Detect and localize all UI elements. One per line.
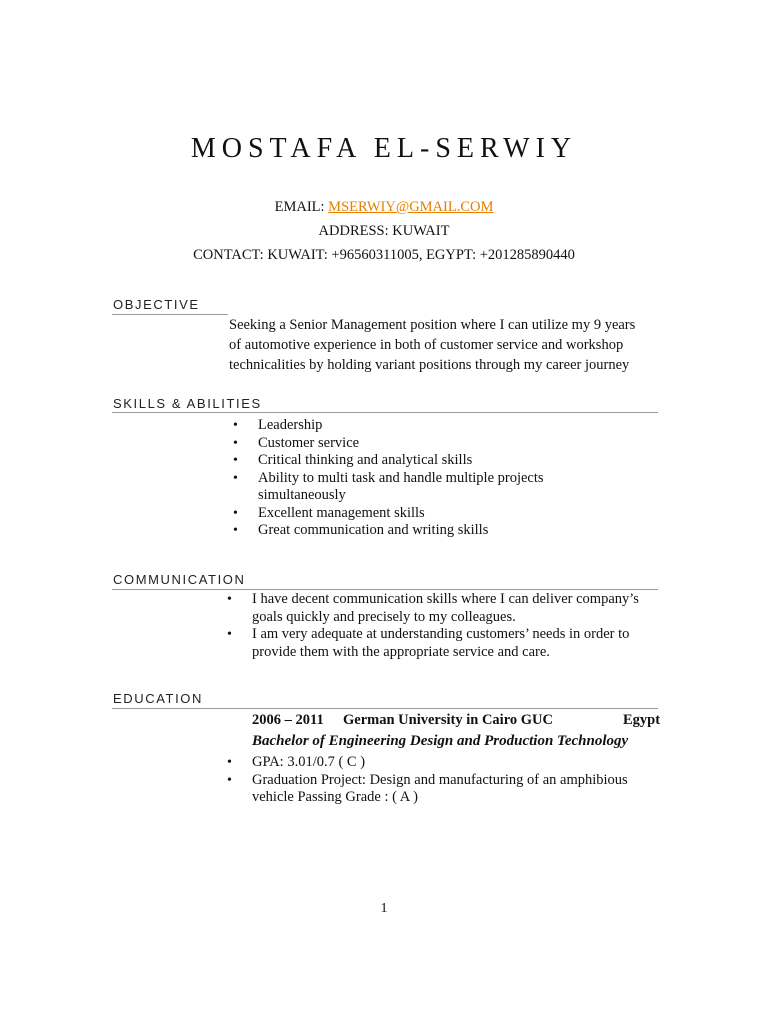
objective-heading: OBJECTIVE [113, 297, 200, 312]
education-years: 2006 – 2011 [252, 712, 324, 728]
bullet-icon: • [233, 505, 238, 521]
education-degree: Bachelor of Engineering Design and Production Technology [252, 733, 629, 749]
list-item: • I have decent communication skills where I can deliver company’s goals quickly and precisely to my colleagues. [227, 591, 639, 625]
communication-rule [112, 589, 658, 590]
education-rule [112, 708, 658, 709]
skills-list [229, 417, 569, 540]
bullet-icon: • [233, 435, 238, 451]
objective-line: of automotive experience in both of customer service and workshop [229, 337, 624, 353]
education-list [223, 754, 663, 807]
list-item: • GPA: 3.01/0.7 ( C ) [227, 754, 366, 770]
education-heading: EDUCATION [113, 691, 203, 706]
objective-line: technicalities by holding variant positions through my career journey [229, 357, 630, 373]
list-item: • Critical thinking and analytical skills [233, 452, 473, 468]
email-line [0, 199, 768, 216]
communication-list [223, 591, 663, 661]
bullet-icon: • [227, 627, 232, 642]
address-line: ADDRESS: KUWAIT [318, 223, 450, 239]
bullet-icon: • [233, 418, 238, 433]
list-item: • I am very adequate at understanding customers’ needs in order to provide them with the appropriate service and care. [227, 626, 630, 660]
skills-rule [112, 412, 658, 413]
list-item: • Excellent management skills [233, 504, 425, 521]
bullet-icon: • [233, 470, 238, 486]
bullet-icon: • [227, 592, 232, 607]
email-label: EMAIL: [274, 199, 329, 215]
email-link[interactable]: MSERWIY@GMAIL.COM [328, 199, 494, 215]
bullet-icon: • [227, 772, 232, 788]
objective-line: Seeking a Senior Management position where I can utilize my 9 years [229, 317, 636, 333]
education-country: Egypt [623, 712, 661, 728]
bullet-icon: • [227, 755, 232, 770]
page-number: 1 [380, 901, 388, 916]
skills-heading: SKILLS & ABILITIES [113, 396, 262, 411]
education-school: German University in Cairo GUC [343, 712, 553, 728]
candidate-name: MOSTAFA EL-SERWIY [190, 133, 578, 164]
list-item: • Ability to multi task and handle multiple projects simultaneously [233, 469, 544, 503]
bullet-icon: • [233, 523, 238, 538]
list-item: • Graduation Project: Design and manufacturing of an amphibious vehicle Passing Grade : ( A ) [227, 771, 628, 805]
contact-line: CONTACT: KUWAIT: +96560311005, EGYPT: +201285890440 [193, 247, 575, 263]
objective-text [229, 315, 669, 375]
communication-heading: COMMUNICATION [113, 572, 246, 587]
list-item: • Great communication and writing skills [233, 522, 489, 538]
bullet-icon: • [233, 453, 238, 468]
objective-rule [112, 314, 228, 315]
list-item: • Customer service [233, 434, 360, 451]
list-item: • Leadership [233, 417, 323, 433]
